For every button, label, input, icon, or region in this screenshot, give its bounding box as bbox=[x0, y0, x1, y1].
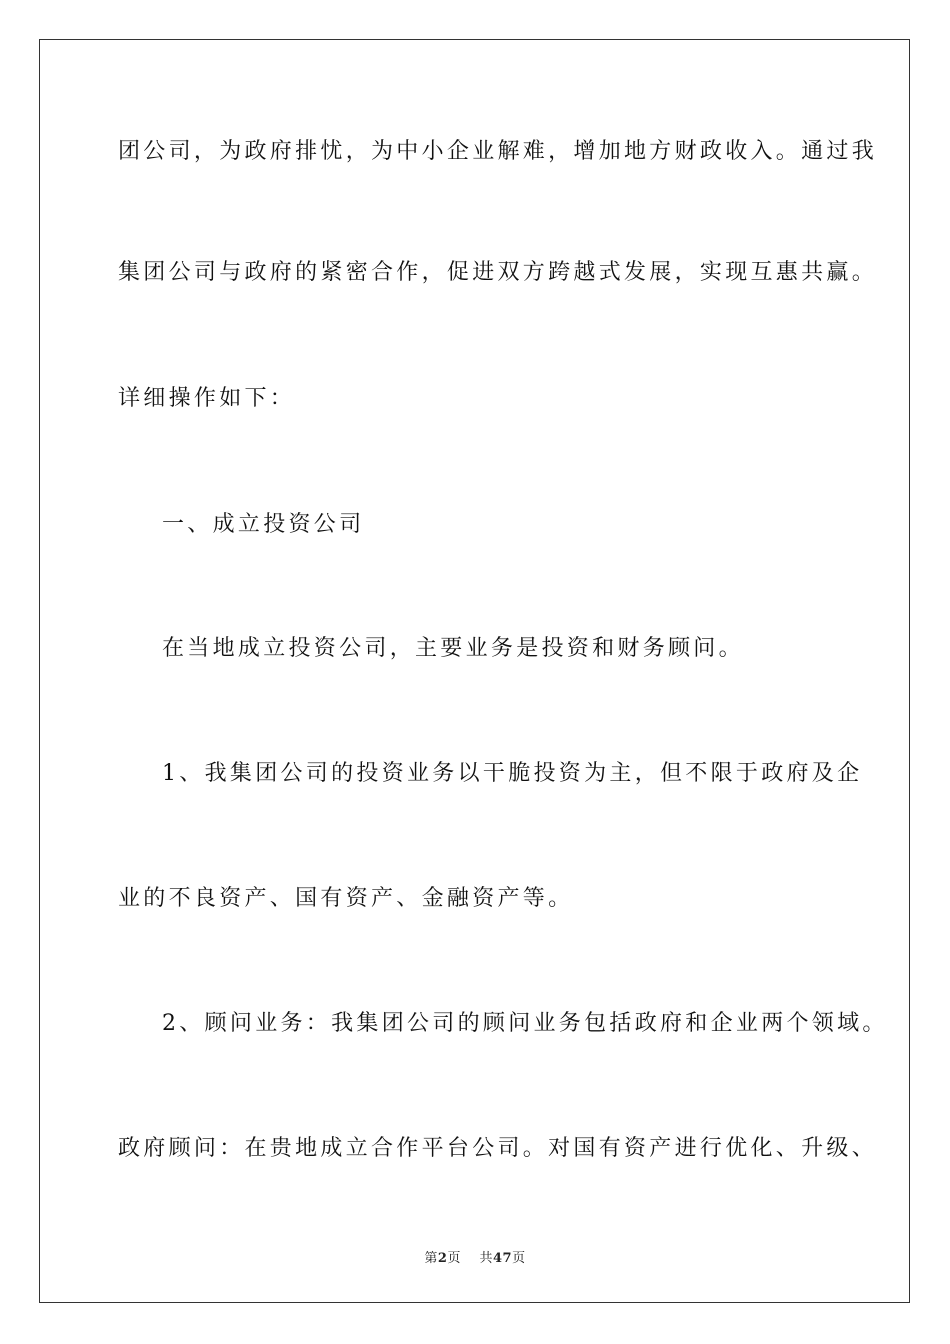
footer-page-prefix: 第 bbox=[424, 1251, 438, 1266]
footer-total-prefix: 共 bbox=[479, 1251, 493, 1266]
paragraph-line-5: 在当地成立投资公司，主要业务是投资和财务顾问。 bbox=[162, 636, 744, 661]
paragraph-line-3: 详细操作如下： bbox=[118, 386, 296, 411]
page-footer bbox=[0, 1247, 950, 1266]
section-heading: 一、成立投资公司 bbox=[162, 512, 365, 537]
footer-page-number: 2 bbox=[437, 1251, 448, 1266]
paragraph-line-7: 业的不良资产、国有资产、金融资产等。 bbox=[118, 886, 574, 911]
paragraph-line-9: 政府顾问：在贵地成立合作平台公司。对国有资产进行优化、升级、 bbox=[118, 1136, 878, 1161]
paragraph-line-6: 1、我集团公司的投资业务以干脆投资为主，但不限于政府及企 bbox=[162, 761, 863, 786]
footer-total-pages: 47 bbox=[493, 1251, 513, 1266]
paragraph-line-1: 团公司，为政府排忧，为中小企业解难，增加地方财政收入。通过我 bbox=[118, 139, 878, 164]
footer-total-suffix: 页 bbox=[512, 1251, 526, 1266]
paragraph-line-8: 2、顾问业务：我集团公司的顾问业务包括政府和企业两个领域。 bbox=[162, 1011, 888, 1036]
footer-page-suffix: 页 bbox=[447, 1251, 461, 1266]
paragraph-line-2: 集团公司与政府的紧密合作，促进双方跨越式发展，实现互惠共赢。 bbox=[118, 260, 878, 285]
page-border bbox=[39, 39, 910, 1303]
